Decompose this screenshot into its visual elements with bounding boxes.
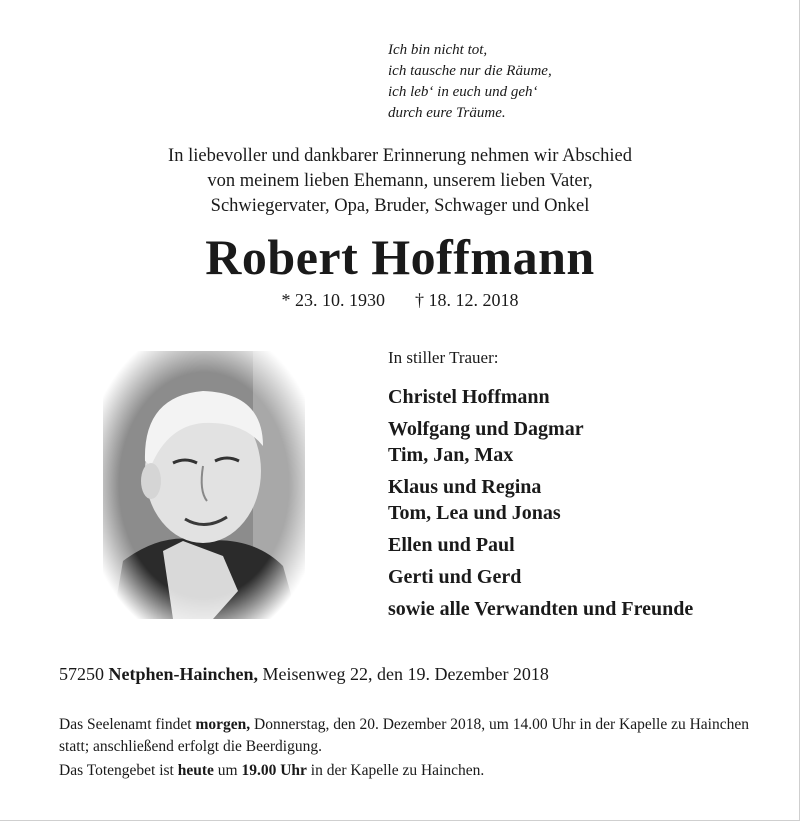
- mourner-group: [388, 416, 693, 468]
- life-dates: [0, 288, 800, 312]
- mourner-line: sowie alle Verwandten und Freunde: [388, 598, 694, 620]
- notice-emphasis: heute: [177, 762, 214, 779]
- mourner-group: [388, 596, 693, 622]
- mourner-line: Tim, Jan, Max: [388, 444, 514, 466]
- mourners-heading: In stiller Trauer:: [388, 348, 499, 367]
- notice-text: Das Seelenamt findet: [59, 716, 192, 733]
- death-date: † 18. 12. 2018: [415, 290, 519, 310]
- mourner-line: Ellen und Paul: [388, 534, 515, 556]
- mourner-group: [388, 564, 693, 590]
- poem-line: Ich bin nicht tot,: [388, 42, 488, 58]
- deceased-name: Robert Hoffmann: [205, 229, 595, 285]
- intro-text: [0, 144, 800, 219]
- notice-text: in der Kapelle zu Hainchen.: [310, 762, 485, 779]
- poem-line: ich tausche nur die Räume,: [388, 63, 552, 79]
- prayer-notice: [59, 760, 749, 782]
- notice-emphasis: 19.00 Uhr: [241, 762, 307, 779]
- notice-text: Das Totengebet ist: [59, 762, 174, 779]
- mourner-group: [388, 532, 693, 558]
- intro-line: von meinem lieben Ehemann, unserem lieben Vater,: [207, 171, 593, 191]
- place-and-date: [59, 662, 549, 686]
- zip-code: 57250: [59, 664, 104, 684]
- mourner-group: [388, 384, 693, 410]
- mourner-line: Wolfgang und Dagmar: [388, 418, 584, 440]
- intro-line: In liebevoller und dankbarer Erinnerung nehmen wir Abschied: [168, 146, 632, 166]
- address-date: Meisenweg 22, den 19. Dezember 2018: [262, 664, 549, 684]
- mourner-line: Klaus und Regina: [388, 476, 542, 498]
- poem-line: durch eure Träume.: [388, 105, 506, 121]
- intro-line: Schwiegervater, Opa, Bruder, Schwager und Onkel: [210, 196, 590, 216]
- birth-date: * 23. 10. 1930: [281, 290, 385, 310]
- mourner-line: Christel Hoffmann: [388, 386, 550, 408]
- portrait-illustration: [103, 351, 305, 619]
- portrait-photo: [103, 351, 305, 619]
- mourner-group: [388, 474, 693, 526]
- notice-text: Donnerstag, den 20. Dezember 2018, um 14.00 Uhr in der Kapelle zu Hainchen statt; anschließend erfolgt die Beerdigung.: [59, 716, 749, 755]
- requiem-notice: [59, 714, 749, 758]
- notice-text: um: [217, 762, 238, 779]
- mourner-line: Gerti und Gerd: [388, 566, 522, 588]
- mourner-line: Tom, Lea und Jonas: [388, 502, 561, 524]
- mourners-list: [388, 346, 693, 628]
- service-notice: [59, 714, 749, 784]
- notice-emphasis: morgen,: [195, 716, 251, 733]
- town-name: Netphen-Hainchen,: [108, 664, 259, 684]
- poem-line: ich leb‘ in euch und geh‘: [388, 84, 538, 100]
- poem: [388, 40, 552, 124]
